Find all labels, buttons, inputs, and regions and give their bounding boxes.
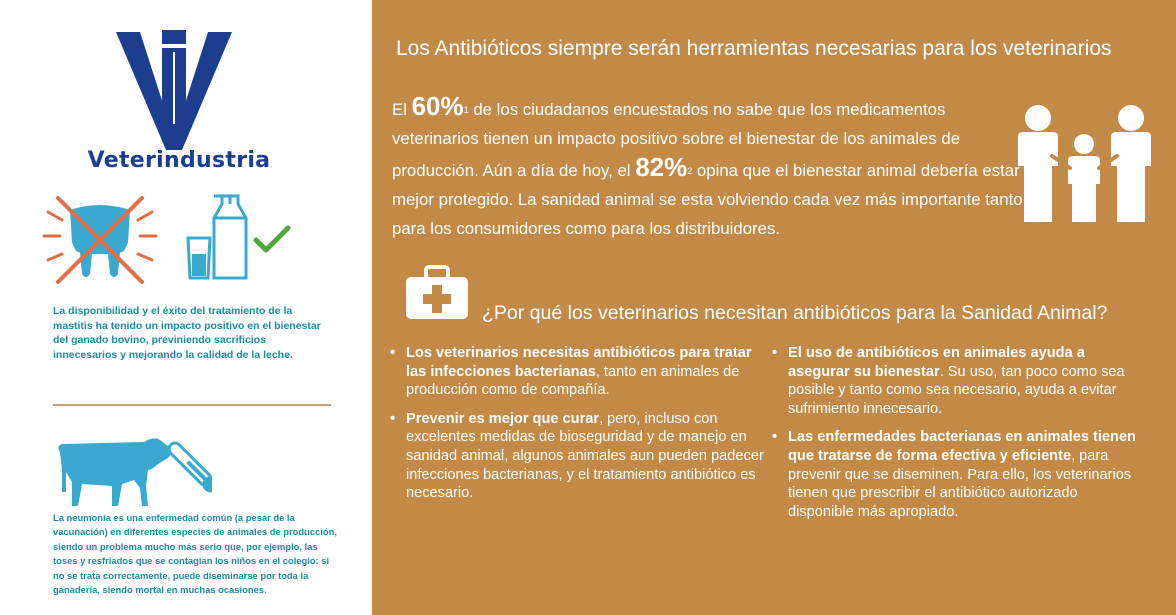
stat-82-percent: 82% (635, 152, 688, 182)
intro-text-2: de los ciudadanos encuestados no sabe que los medicamentos veterinarios tienen un impacto positivo sobre el bienestar de los animales de producción. Aún a día de hoy, el (392, 100, 961, 180)
main-title: Los Antibióticos siempre serán herramientas necesarias para los veterinarios (396, 37, 1112, 60)
intro-text-1: El (392, 100, 412, 119)
list-item (772, 428, 1142, 521)
list-item-text: , pero, incluso con excelentes medidas de bioseguridad y de manejo en sanidad animal, algunos animales aun pueden padecer infecciones bacterianas, y el tratamiento antibiótico es necesario. (406, 410, 764, 502)
stat-60-percent: 60% (411, 91, 464, 121)
list-item-bold: Las enfermedades bacterianas en animales tienen que tratarse de forma efectiva y eficiente (788, 429, 1136, 464)
milk-carton-glass-icon (184, 190, 294, 286)
list-item-text: . Su uso, tan poco como sea posible y tanto como sea necesario, ayuda a evitar sufrimiento innecesario. (788, 363, 1125, 417)
medical-kit-icon (404, 265, 470, 321)
family-icon (1012, 104, 1157, 222)
bullet-icon: • (772, 429, 778, 446)
footnote-1: 1 (463, 105, 469, 115)
left-panel (0, 0, 372, 615)
intro-text-3: opina que el bienestar animal debería estar mejor protegido. La sanidad animal se esta volviendo cada vez más importante tanto para los consumidores como para los distribuidores. (392, 161, 1023, 238)
list-item (390, 410, 765, 503)
pneumonia-paragraph: La neumonía es una enfermedad común (a pesar de la vacunación) en diferentes especies de animales de producción, siendo un problema mucho más serio que, por ejemplo, las toses y resfriados que se contagian los niños en el colegio: si no se trata correctamente, puede diseminarse por toda la ganadería, siendo mortal en muchas ocasiones. (53, 512, 337, 596)
mastitis-paragraph: La disponibilidad y el éxito del tratamiento de la mastitis ha tenido un impacto positivo en el bienestar del ganado bovino, previniendo sacrificios innecesarios y mejorando la calidad de la leche. (53, 305, 321, 361)
reasons-column-right (772, 344, 1142, 531)
check-icon (256, 228, 288, 250)
list-item-bold: Prevenir es mejor que curar (406, 410, 600, 427)
cow-thermometer-icon (52, 430, 212, 510)
list-item (390, 344, 765, 400)
veterindustria-logo (112, 26, 236, 150)
reasons-column-left (390, 344, 765, 513)
bullet-icon: • (390, 410, 396, 427)
bullet-icon: • (772, 345, 778, 361)
footnote-2: 2 (687, 166, 693, 176)
list-item (772, 344, 1142, 418)
right-panel (372, 0, 1176, 615)
divider (53, 404, 331, 406)
section-subtitle: ¿Por qué los veterinarios necesitan antibióticos para la Sanidad Animal? (482, 302, 1108, 324)
list-item-bold: El uso de antibióticos en animales ayuda a asegurar su bienestar (788, 345, 1085, 380)
intro-paragraph (392, 92, 1027, 243)
udder-crossed-icon (40, 192, 160, 288)
list-item-text: , para prevenir que se diseminen. Para ello, los veterinarios tienen que prescribir el antibiótico autorizado disponible más apropiado. (788, 447, 1132, 520)
list-item-bold: Los veterinarios necesitas antibióticos para tratar las infecciones bacterianas (406, 345, 752, 380)
bullet-icon: • (390, 345, 396, 361)
brand-name: Veterindustria (87, 148, 271, 173)
list-item-text: , tanto en animales de producción como de compañía. (406, 363, 740, 399)
